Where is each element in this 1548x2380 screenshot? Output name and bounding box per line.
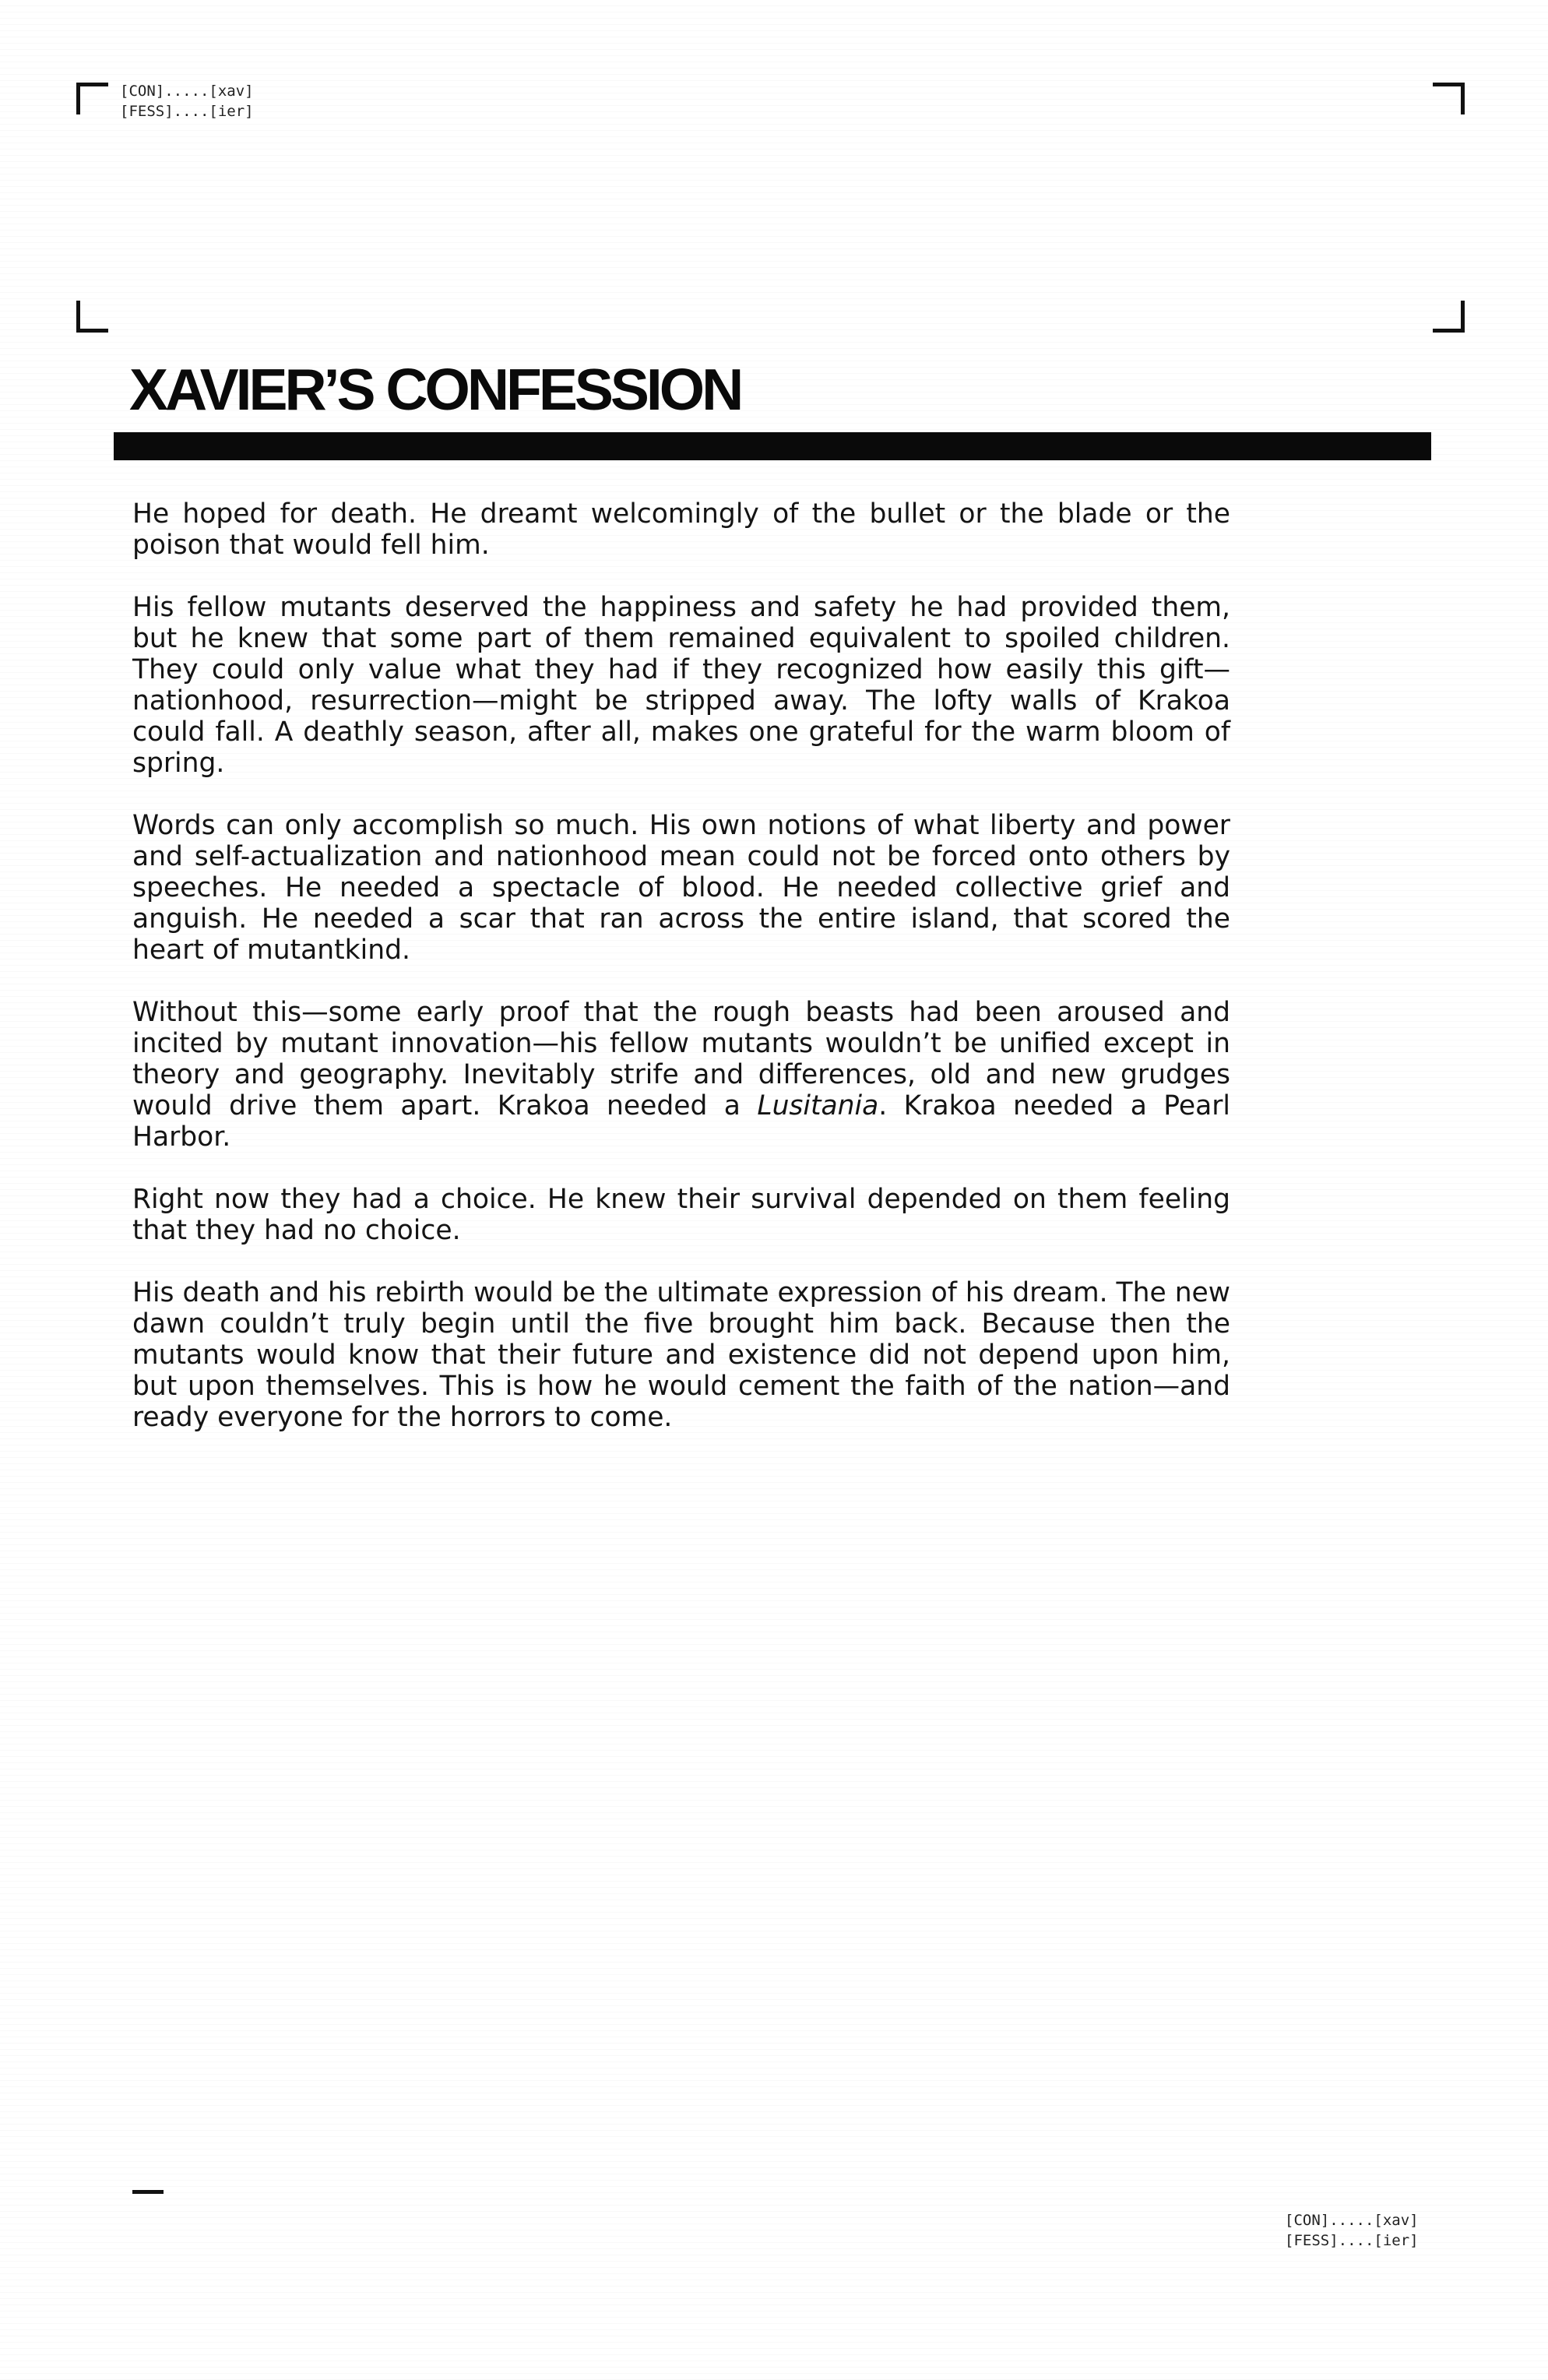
header-code-line-1: [CON].....[xav] [120, 83, 254, 100]
paragraph-4 [132, 997, 1230, 1153]
paragraph-1: He hoped for death. He dreamt welcomingly of the bullet or the blade or the poison that would fell him. [132, 498, 1230, 561]
header-code-line-2: [FESS]....[ier] [120, 103, 254, 120]
paragraph-5: Right now they had a choice. He knew their survival depended on them feeling that they had no choice. [132, 1184, 1230, 1246]
page-number-dash [132, 2190, 164, 2194]
header-code [120, 81, 254, 121]
paragraph-4-text: Without this—some early proof that the rough beasts had been aroused and incited by mutant innovation—his fellow mutants wouldn’t be unified except in theory and geography. Inevitably strife and differences, old and new grudges would drive them apart. Krakoa needed a [132, 997, 1230, 1121]
paragraph-2: His fellow mutants deserved the happiness and safety he had provided them, but he knew that some part of them remained equivalent to spoiled children. They could only value what they had if they recognized how easily this gift—nationhood, resurrection—might be stripped away. The lofty walls of Krakoa could fall. A deathly season, after all, makes one grateful for the warm bloom of spring. [132, 592, 1230, 779]
corner-bracket-top-right [1433, 83, 1465, 114]
page-title: XAVIER’S CONFESSION [129, 357, 741, 422]
corner-bracket-bottom-right [1433, 301, 1465, 333]
paragraph-4-text-end: . Krakoa needed a Pearl Harbor. [132, 1090, 1230, 1153]
footer-code-line-2: [FESS]....[ier] [1285, 2232, 1419, 2249]
paragraph-4-italic: Lusitania [757, 1090, 879, 1121]
footer-code [1285, 2210, 1419, 2251]
corner-bracket-bottom-left [76, 301, 108, 333]
article-body [132, 498, 1230, 1464]
corner-bracket-top-left [76, 83, 108, 114]
footer-code-line-1: [CON].....[xav] [1285, 2212, 1419, 2229]
paragraph-6: His death and his rebirth would be the ultimate expression of his dream. The new dawn couldn’t truly begin until the five brought him back. Because then the mutants would know that their future and existence did not depend upon him, but upon themselves. This is how he would cement the faith of the nation—and ready everyone for the horrors to come. [132, 1277, 1230, 1433]
paragraph-3: Words can only accomplish so much. His own notions of what liberty and power and self-actualization and nationhood mean could not be forced onto others by speeches. He needed a spectacle of blood. He needed collective grief and anguish. He needed a scar that ran across the entire island, that scored the heart of mutantkind. [132, 810, 1230, 966]
title-underline-bar [114, 432, 1431, 460]
